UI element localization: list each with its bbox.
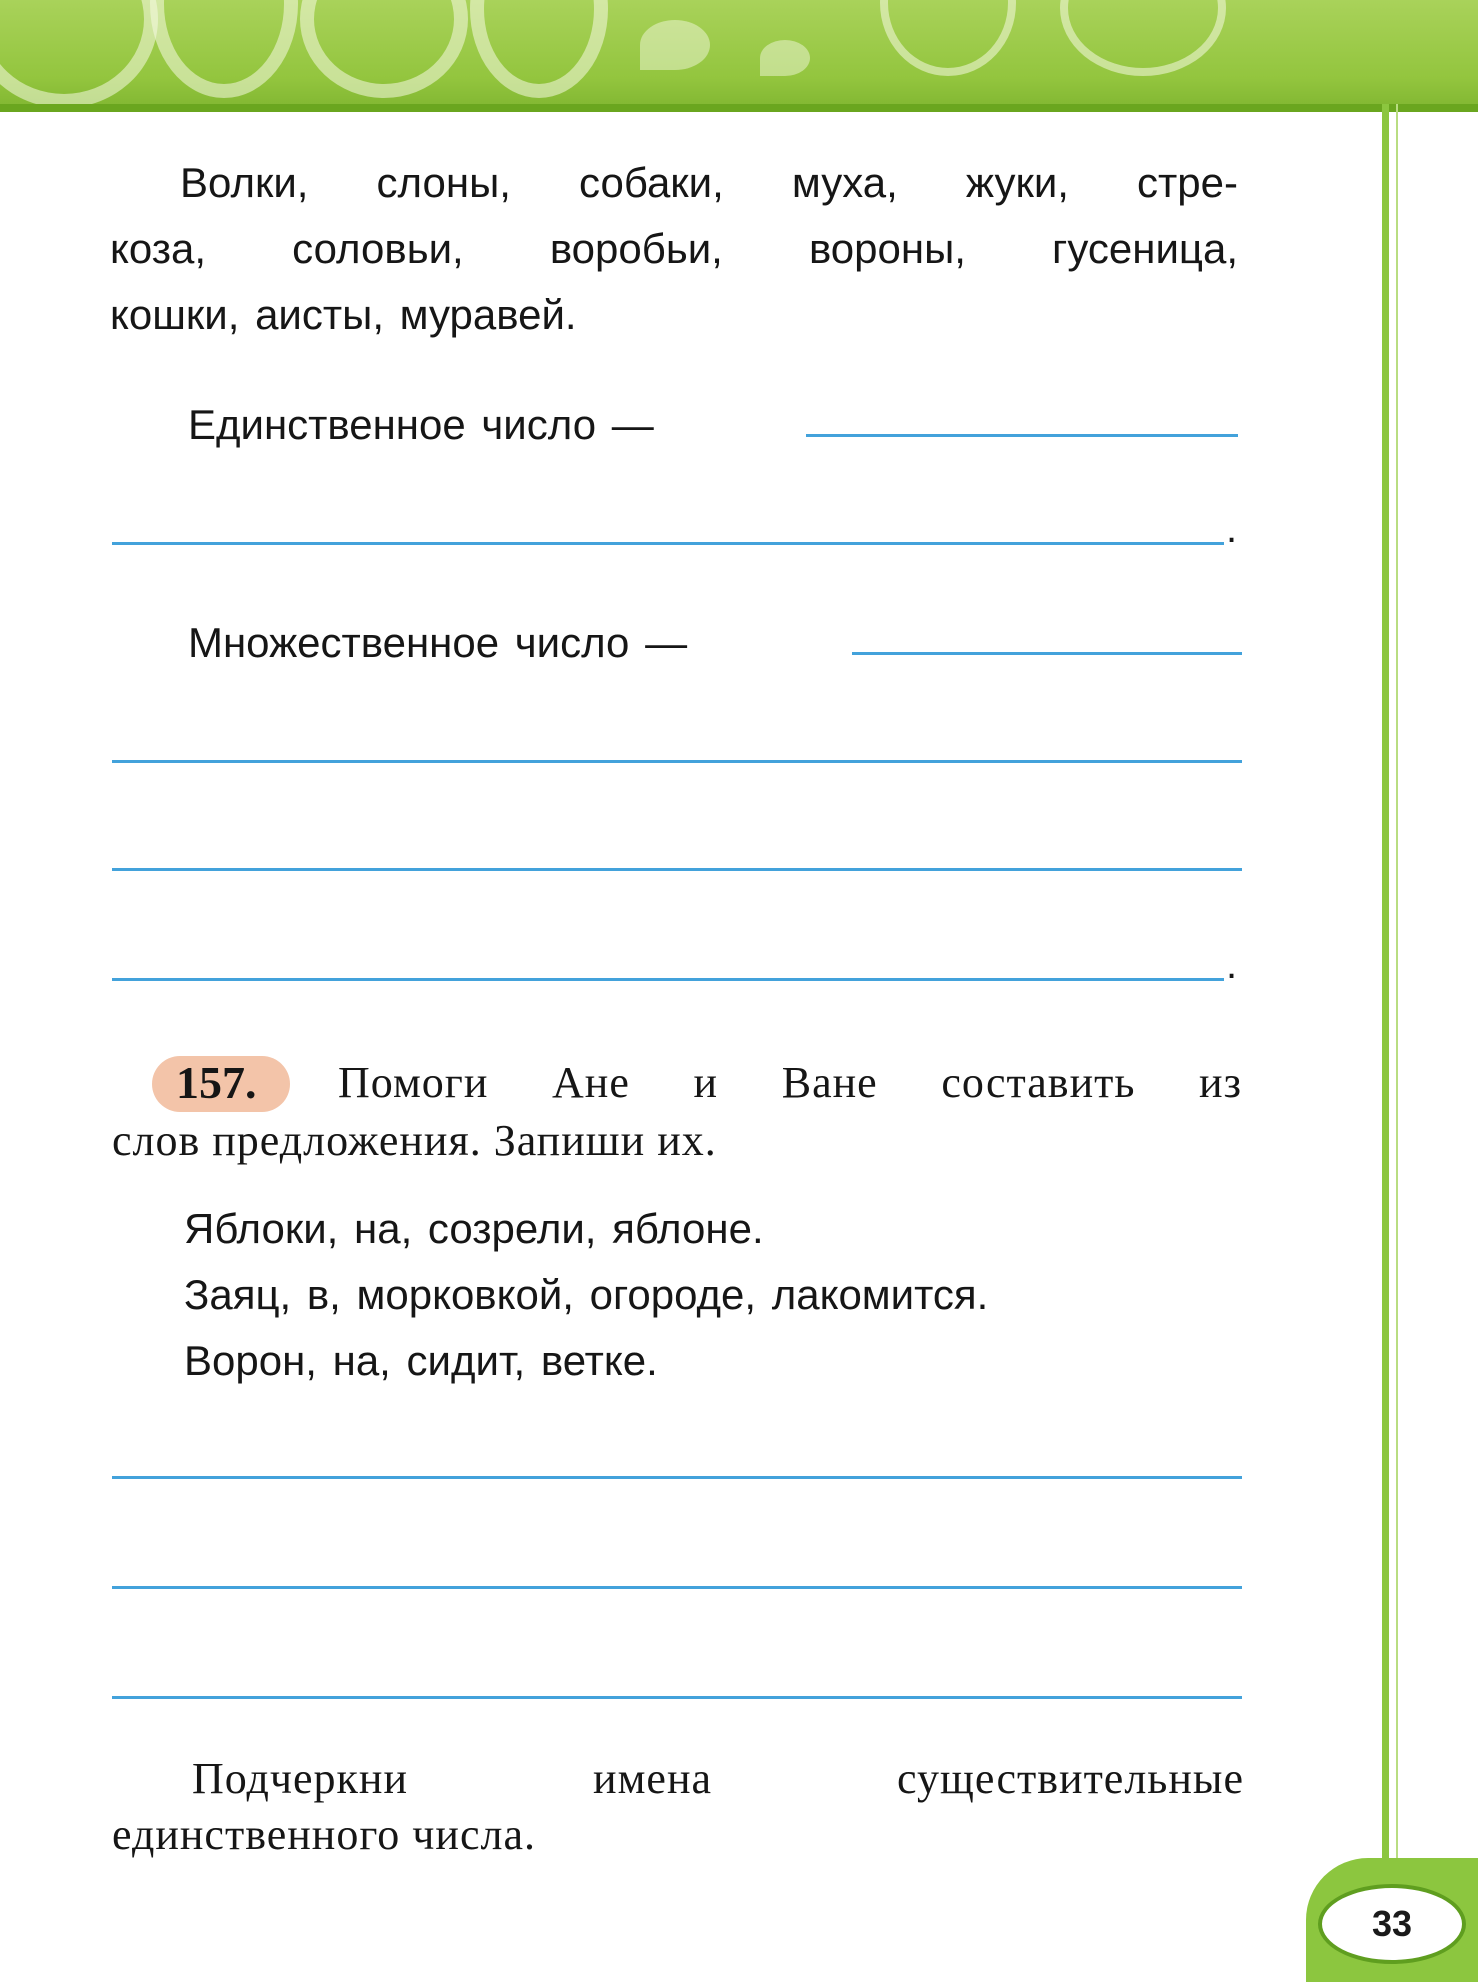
swirl-decoration	[150, 0, 298, 98]
sentence-words-3: Ворон, на, сидит, ветке.	[184, 1337, 658, 1384]
answer-line-sentence-1[interactable]	[112, 1476, 1242, 1479]
swirl-decoration	[0, 0, 158, 108]
answer-line-sentence-2[interactable]	[112, 1586, 1242, 1589]
task-prompt-line-1: Помоги Ане и Ване составить из	[338, 1058, 1242, 1107]
singular-label: Единственное число —	[188, 401, 654, 448]
leaf-decoration	[760, 40, 810, 76]
answer-line-singular-2[interactable]	[112, 542, 1224, 545]
swirl-decoration	[1060, 0, 1226, 76]
header-edge	[0, 104, 1478, 112]
answer-line-plural-2[interactable]	[112, 760, 1242, 763]
sentence-words-1: Яблоки, на, созрели, яблоне.	[184, 1205, 764, 1252]
task-prompt-line-2: слов предложения. Запиши их.	[112, 1116, 717, 1165]
word-list-line-3: кошки, аисты, муравей.	[110, 291, 577, 338]
answer-line-sentence-3[interactable]	[112, 1696, 1242, 1699]
plural-label: Множественное число —	[188, 619, 688, 666]
page-number: 33	[1318, 1884, 1466, 1964]
leaf-decoration	[640, 20, 710, 70]
margin-line-thin	[1396, 104, 1398, 1982]
period-mark: .	[1226, 943, 1238, 987]
task-number: 157.	[176, 1057, 257, 1108]
swirl-decoration	[470, 0, 608, 98]
margin-line	[1382, 104, 1389, 1982]
answer-line-singular-1[interactable]	[806, 434, 1238, 437]
sentence-words-2: Заяц, в, морковкой, огороде, лакомится.	[184, 1271, 989, 1318]
header-banner	[0, 0, 1478, 112]
swirl-decoration	[880, 0, 1016, 76]
instruction-line-1: Подчеркни имена существительные	[192, 1754, 1244, 1803]
word-list-line-2: коза, соловьи, воробьи, вороны, гусеница,	[110, 225, 1238, 272]
answer-line-plural-1[interactable]	[852, 652, 1242, 655]
answer-line-plural-4[interactable]	[112, 978, 1224, 981]
swirl-decoration	[300, 0, 468, 98]
period-mark: .	[1226, 507, 1238, 551]
instruction-line-2: единственного числа.	[112, 1810, 536, 1859]
word-list-line-1: Волки, слоны, собаки, муха, жуки, стре-	[180, 159, 1238, 206]
answer-line-plural-3[interactable]	[112, 868, 1242, 871]
